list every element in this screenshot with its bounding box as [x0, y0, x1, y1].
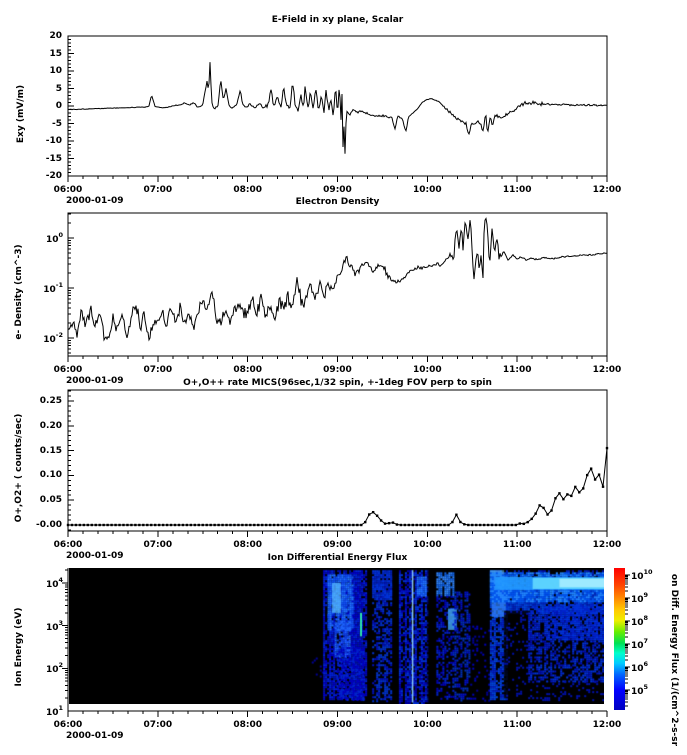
colorbar-gradient	[614, 568, 625, 710]
panel-spectrogram-title: Ion Differential Energy Flux	[267, 553, 408, 563]
mics-y-tick-label: -0.00	[36, 520, 62, 530]
efield-y-tick-label: 15	[49, 48, 62, 59]
x-tick-label: 10:00	[413, 185, 442, 195]
figure: E-Field in xy plane, Scalar Electron Density O+,O++ rate MICS(96sec,1/32 spin, +-1deg FOV perp to spin Ion Differential Energy Flux Exy (mV/m) e- Density (cm^-3) O+,O2+ ( counts/sec) Ion Energy (eV) on Diff. Energy Flux (1/(cm^2-s-sr 2000-01-09 2000-01-09 2000-01-09 2000-01-09 06:00 07:00 08:00 09:00 10:00 11:00 12:00 06:00 07:00 08:00 09:00 10:00 11:00 12:00 06:00 07:00 08:00 09:00 10:00 11:00 12:00 06:00 07:00 08:00 09:00 10:00 11:00 12:00 20 15 10 5 0 -5 -10 -15 -20 $10^0$ $10^{-1}$ $10^{-2}$ 0.25 0.20 0.15 0.10 0.05 -0.00 $10^4$ $10^3$ $10^2$ $10^1$ $10^{10}$ $10^9$ $10^8$ $10^7$ $10^6$ $10^5$	[0, 0, 687, 755]
date-label: 2000-01-09	[66, 376, 124, 386]
mics-y-tick-label: 0.25	[39, 396, 62, 406]
efield-y-tick-label: 5	[55, 83, 62, 94]
ion-energy-spectrogram	[69, 568, 604, 704]
x-tick-label: 07:00	[143, 185, 173, 195]
x-tick-label: 09:00	[323, 720, 352, 730]
ion-energy-y-tick-label: $10^4$	[45, 576, 63, 590]
x-tick-label: 07:00	[143, 720, 173, 730]
x-tick-label: 09:00	[323, 540, 352, 550]
x-tick-label: 11:00	[502, 185, 532, 195]
efield-y-tick-label: -10	[45, 136, 62, 146]
x-tick-label: 12:00	[592, 185, 622, 195]
x-tick-label: 08:00	[233, 185, 262, 195]
x-tick-label: 11:00	[502, 720, 532, 730]
efield-y-tick-label: -20	[45, 171, 62, 181]
mics-y-tick-label: 0.10	[39, 470, 62, 481]
colorbar-tick-label: $10^7$	[631, 637, 649, 651]
efield-y-tick-label: 10	[49, 66, 62, 76]
x-tick-label: 08:00	[233, 540, 262, 550]
x-tick-label: 10:00	[413, 720, 442, 730]
efield-y-tick-label: 0	[55, 101, 62, 111]
efield-y-tick-label: 20	[49, 31, 62, 41]
date-label: 2000-01-09	[66, 731, 124, 741]
ion-energy-y-tick-label: $10^1$	[45, 704, 63, 718]
panel-efield-title: E-Field in xy plane, Scalar	[271, 15, 404, 25]
x-tick-label: 10:00	[413, 365, 442, 375]
colorbar-tick-label: $10^9$	[631, 591, 649, 605]
ion-energy-y-tick-label: $10^2$	[45, 661, 63, 676]
mics-y-tick-label: 0.15	[39, 445, 62, 456]
density-y-tick-label: $10^{-2}$	[43, 331, 63, 345]
mics-y-tick-label: 0.20	[39, 420, 62, 431]
colorbar-tick-label: $10^5$	[631, 683, 649, 697]
colorbar-tick-label: $10^8$	[631, 614, 649, 628]
x-tick-label: 08:00	[233, 720, 262, 730]
x-tick-label: 11:00	[502, 540, 532, 550]
panel-density-title: Electron Density	[295, 197, 380, 207]
x-tick-label: 06:00	[53, 720, 83, 730]
x-tick-label: 12:00	[592, 365, 622, 375]
ion-energy-y-tick-label: $10^3$	[45, 618, 63, 633]
x-tick-label: 07:00	[143, 365, 173, 375]
x-tick-label: 12:00	[592, 720, 622, 730]
efield-y-tick-label: -5	[52, 118, 62, 129]
density-y-tick-label: $10^0$	[45, 231, 63, 245]
x-tick-label: 06:00	[53, 365, 83, 375]
date-label: 2000-01-09	[66, 196, 124, 206]
panel-mics-title: O+,O++ rate MICS(96sec,1/32 spin, +-1deg FOV perp to spin	[183, 378, 492, 388]
density-y-tick-label: $10^{-1}$	[43, 281, 63, 295]
colorbar-tick-label: $10^{10}$	[631, 568, 653, 582]
date-label: 2000-01-09	[66, 551, 124, 561]
x-tick-label: 08:00	[233, 365, 262, 375]
x-tick-label: 09:00	[323, 365, 352, 375]
efield-y-tick-label: -15	[45, 153, 62, 164]
colorbar-tick-label: $10^6$	[631, 660, 649, 674]
x-tick-label: 10:00	[413, 540, 442, 550]
x-tick-label: 06:00	[53, 185, 83, 195]
x-tick-label: 07:00	[143, 540, 173, 550]
x-tick-label: 11:00	[502, 365, 532, 375]
x-tick-label: 12:00	[592, 540, 622, 550]
x-tick-label: 06:00	[53, 540, 83, 550]
x-tick-label: 09:00	[323, 185, 352, 195]
mics-y-tick-label: 0.05	[39, 495, 62, 506]
